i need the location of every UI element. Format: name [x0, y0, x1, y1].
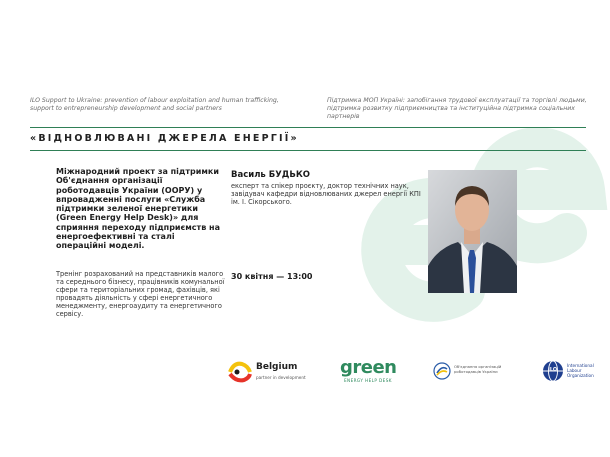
ilo-short: ILO [548, 367, 558, 373]
belgium-tagline: partner in development [256, 375, 306, 380]
header-left-text: ILO Support to Ukraine: prevention of labour exploitation and human trafficking, support to entrepreneurship development and social partners [30, 97, 279, 112]
ilo-text: International Labour Organization [567, 363, 594, 378]
header-right-text: Підтримка МОП Україні: запобігання трудової експлуатації та торгівлі людьми, підтримка розвитку підприємництва та інституційна підтримка соціальних партнерів [327, 97, 587, 120]
speaker-portrait-icon [428, 170, 517, 293]
speaker-photo [428, 170, 517, 293]
event-date: 30 квітня — 13:00 [231, 272, 313, 281]
belgium-flag-icon [228, 361, 252, 383]
title-top-rule [30, 127, 586, 128]
ooru-logo [433, 362, 518, 384]
green-energy-logo [340, 357, 404, 384]
ooru-text: Об'єднання організацій роботодавців України [454, 364, 502, 374]
speaker-name: Василь БУДЬКО [231, 170, 311, 180]
ilo-logo [542, 360, 602, 384]
title-bottom-rule [30, 150, 586, 151]
green-logo-tagline: ENERGY HELP DESK [344, 378, 392, 383]
training-audience: Тренінг розрахований на представників малого та середнього бізнесу, працівників комунальної сфери та територіальних громад, фахівців, які провадять діяльність у сфері енергетичного менеджменту, енергоаудиту та енергетичного сервісу. [56, 270, 225, 319]
speaker-role: експерт та спікер проєкту, доктор технічних наук, завідувач кафедри відновлюваних джерел енергії КПІ ім. І. Сікорського. [231, 182, 421, 207]
belgium-logo [228, 360, 318, 384]
project-description: Міжнародний проект за підтримки Об'єднання організації роботодавців України (ООРУ) у впровадженні послуги «Служба підтримки зеленої енергетики (Green Energy Help Desk)» для сприяння переходу підприємств на енергоефективні та сталі операційні моделі. [56, 167, 220, 251]
page-title: «ВІДНОВЛЮВАНІ ДЖЕРЕЛА ЕНЕРГІЇ» [30, 133, 299, 144]
belgium-name: Belgium [256, 362, 298, 372]
ooru-emblem-icon [433, 362, 451, 380]
green-logo-wordmark: green [340, 357, 397, 378]
